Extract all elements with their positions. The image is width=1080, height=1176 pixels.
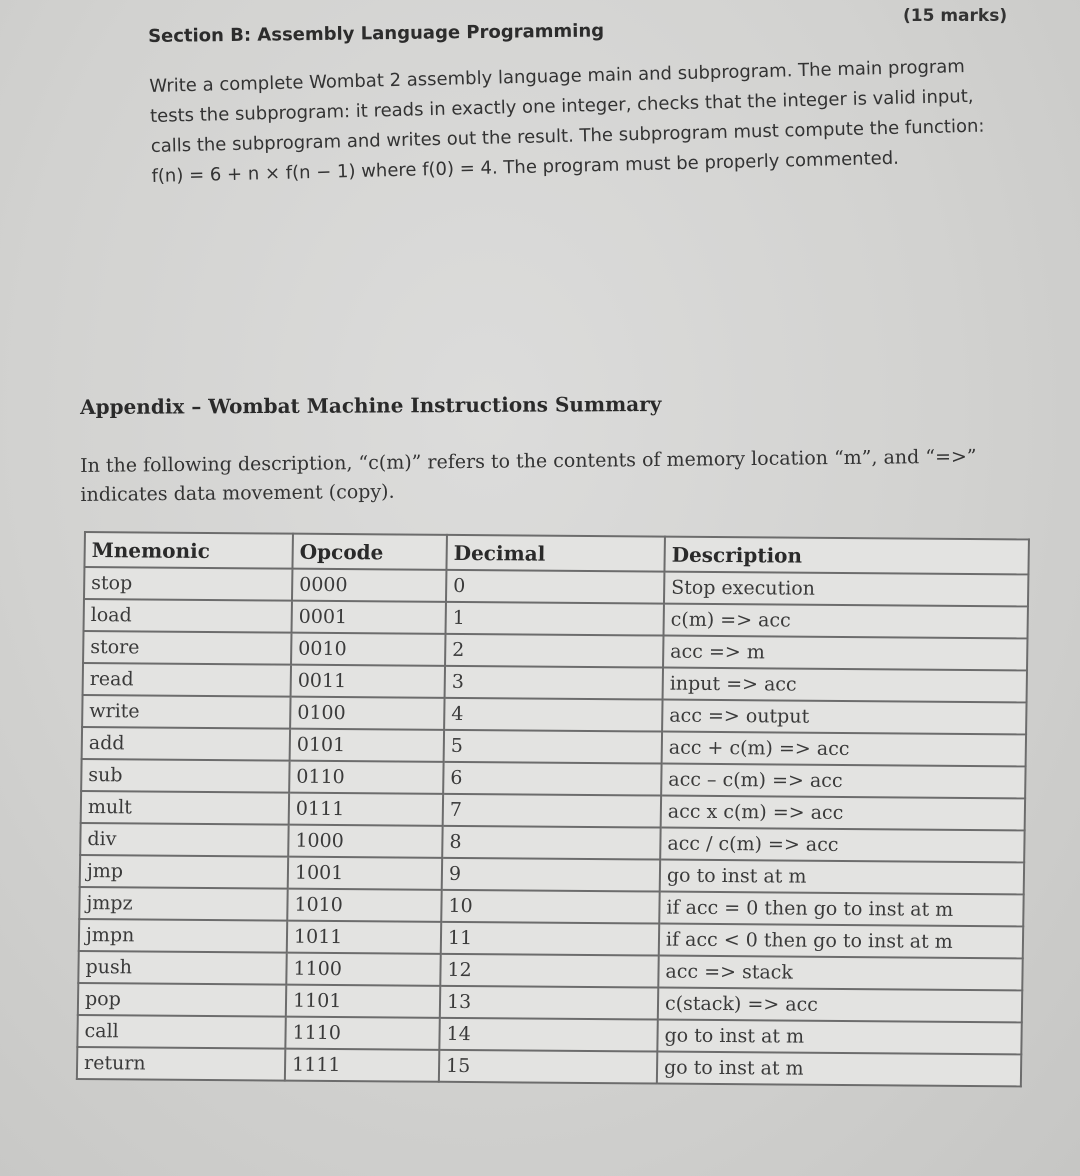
marks-label: (15 marks) [903,6,1008,26]
cell-decimal: 6 [443,762,661,796]
header-opcode: Opcode [292,534,447,570]
cell-decimal: 8 [442,826,660,860]
cell-opcode: 1100 [286,953,440,986]
cell-opcode: 0010 [291,633,445,666]
cell-opcode: 1111 [285,1049,439,1082]
cell-opcode: 0011 [291,665,445,698]
header-mnemonic: Mnemonic [84,532,293,569]
cell-decimal: 5 [444,730,662,764]
cell-mnemonic: store [83,631,291,665]
table-row [77,1047,1021,1086]
appendix-intro [80,442,1041,510]
cell-description: acc + c(m) => acc [662,732,1026,767]
cell-opcode: 0111 [289,793,443,826]
cell-mnemonic: push [78,951,286,985]
cell-description: acc => output [662,700,1026,735]
cell-mnemonic: write [82,695,290,729]
cell-decimal: 10 [441,890,659,924]
instructions-table [76,531,1030,1087]
intro-line: indicates data movement (copy). [80,480,395,506]
cell-opcode: 0000 [292,569,446,602]
cell-description: input => acc [663,668,1027,703]
cell-mnemonic: add [82,727,290,761]
cell-mnemonic: read [83,663,291,697]
cell-decimal: 11 [441,922,659,956]
cell-mnemonic: div [80,823,288,857]
cell-mnemonic: load [84,599,292,633]
cell-description: acc / c(m) => acc [660,828,1024,863]
cell-decimal: 1 [446,602,664,636]
header-description: Description [664,537,1029,575]
cell-description: go to inst at m [660,860,1024,895]
cell-mnemonic: jmp [80,855,288,889]
instructions-table-wrapper [76,531,1028,1087]
cell-description: if acc = 0 then go to inst at m [659,892,1023,927]
appendix-title: Appendix – Wombat Machine Instructions Summary [80,391,662,419]
cell-decimal: 3 [445,666,663,700]
cell-description: Stop execution [664,572,1028,607]
cell-description: c(m) => acc [663,604,1027,639]
question-line: f(n) = 6 + n × f(n − 1) where f(0) = 4. The program must be properly commented. [151,147,900,187]
cell-decimal: 12 [440,954,658,988]
cell-decimal: 9 [442,858,660,892]
cell-opcode: 1010 [287,889,441,922]
cell-opcode: 1110 [285,1017,439,1050]
cell-decimal: 7 [443,794,661,828]
cell-description: acc – c(m) => acc [661,764,1025,799]
cell-opcode: 0100 [290,697,444,730]
cell-decimal: 2 [445,634,663,668]
cell-opcode: 1001 [288,857,442,890]
cell-description: acc => stack [658,956,1022,991]
cell-mnemonic: pop [78,983,286,1017]
cell-mnemonic: stop [84,567,292,601]
cell-opcode: 1011 [287,921,441,954]
question-line: Write a complete Wombat 2 assembly language main and subprogram. The main program [149,56,966,97]
cell-mnemonic: jmpz [79,887,287,921]
cell-mnemonic: call [77,1015,285,1049]
cell-description: acc x c(m) => acc [661,796,1025,831]
question-text [149,51,1024,192]
cell-mnemonic: mult [81,791,289,825]
cell-opcode: 0110 [289,761,443,794]
cell-decimal: 0 [446,570,664,604]
cell-mnemonic: jmpn [79,919,287,953]
section-title: Section B: Assembly Language Programming [148,20,605,47]
cell-description: if acc < 0 then go to inst at m [659,924,1023,959]
question-line: tests the subprogram: it reads in exactly one integer, checks that the integer is valid input, [149,85,974,127]
cell-description: go to inst at m [657,1052,1021,1087]
header-decimal: Decimal [446,535,665,572]
cell-opcode: 1000 [288,825,442,858]
cell-decimal: 4 [444,698,662,732]
cell-description: c(stack) => acc [658,988,1022,1023]
cell-mnemonic: return [77,1047,285,1081]
cell-opcode: 1101 [286,985,440,1018]
cell-description: acc => m [663,636,1027,671]
cell-description: go to inst at m [657,1020,1021,1055]
cell-opcode: 0001 [292,601,446,634]
question-line: calls the subprogram and writes out the result. The subprogram must compute the function: [150,115,985,157]
cell-opcode: 0101 [290,729,444,762]
cell-decimal: 15 [439,1050,657,1084]
cell-decimal: 13 [440,986,658,1020]
intro-line: In the following description, “c(m)” refers to the contents of memory location “m”, and “=>” [80,445,977,477]
cell-mnemonic: sub [81,759,289,793]
cell-decimal: 14 [439,1018,657,1052]
